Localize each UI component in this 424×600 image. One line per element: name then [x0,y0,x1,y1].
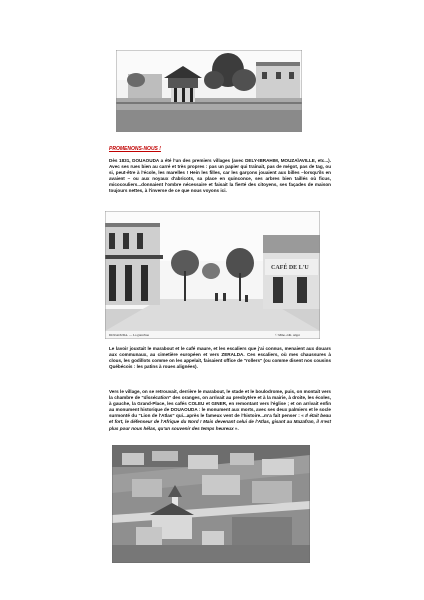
photo-grand-rue [105,211,320,339]
paragraph-3-quote: Il était beau et fort, le défenseur de l'Afrique du Nord ! Mais devenant celui de l'Atlas, gisant au Mazafran, il n'est plus pour nous hélas, qu'un souvenir des temps heureux [109,413,331,431]
paragraph-3 [109,389,331,432]
shop-sign: CAFÉ DE L'U [271,265,309,271]
paragraph-3-emphasis: dissécation [143,395,169,401]
photo-aerial-village [112,445,310,563]
paragraph-3-start: Vers le village, on se retrouvait, derrière le marabout, le stade et le boulodrome, puis, on montait vers la chambre de " [109,389,331,401]
paragraph-3-text [109,389,331,432]
paragraph-3-middle: " des oranges, on arrivait au presbytère et à la mairie, à droite, les écoles, à gauche, la Grand-Place, les cafés COLEU et GINER, en remontant vers l'église ; et on arrivait enfin au monument historique de DOUAOUDA : le monument aux morts, avec ses deux palmiers et le socle surmonté du "Lion de l'Atlas" qui...après le fameux vent de l'histoire...m'a fait penser : « [109,395,331,419]
paragraph-2-text: Le lavoir jouxtait le marabout et le café maure, et les escaliers que j'ai connus, menaient aux douars aux communaux, au cimetière européen et vers ZERALDA. Ces escaliers, où mes chaussures à clous, les godillots comme on les appelait, faisaient office de "rollers" (ou comme disent nos cousins Québécois : les patins à roues alignées). [109,346,331,370]
paragraph-2 [109,346,331,370]
paragraph-3-end: ». [233,425,239,431]
photo-marabout-square [116,50,302,132]
section-heading: PROMENONS-NOUS ! [109,146,161,152]
paragraph-1-text: Dès 1831, DOUAOUDA a été l'un des premiers villages (avec DELY-IBRAHIM, MOUZAÏAVILLE, etc...). Avec ses rues bien au carré et très propres : pas un papier qui traînait, pas de mégot, pas de tag, ou si, peut-être à l'école, les marelles ! Hein les filles, car les garçons jouaient aux billes –lorsqu'ils en avaient – ou aux noyaux d'abricots, sa place en quinconce, ses arbres bien taillés où ficus, micocouliers...donnaient l'ombre nécessaire et faisait la fierté des citoyens, ses façades de maison toujours nettes, à l'inverse de ce que nous voyons ici. [109,158,331,194]
photo-caption: DOUAOUDA. — La grand'rue [109,333,150,337]
paragraph-1 [109,158,331,195]
photo-credit: © Mme. édit. Alger [275,333,300,337]
